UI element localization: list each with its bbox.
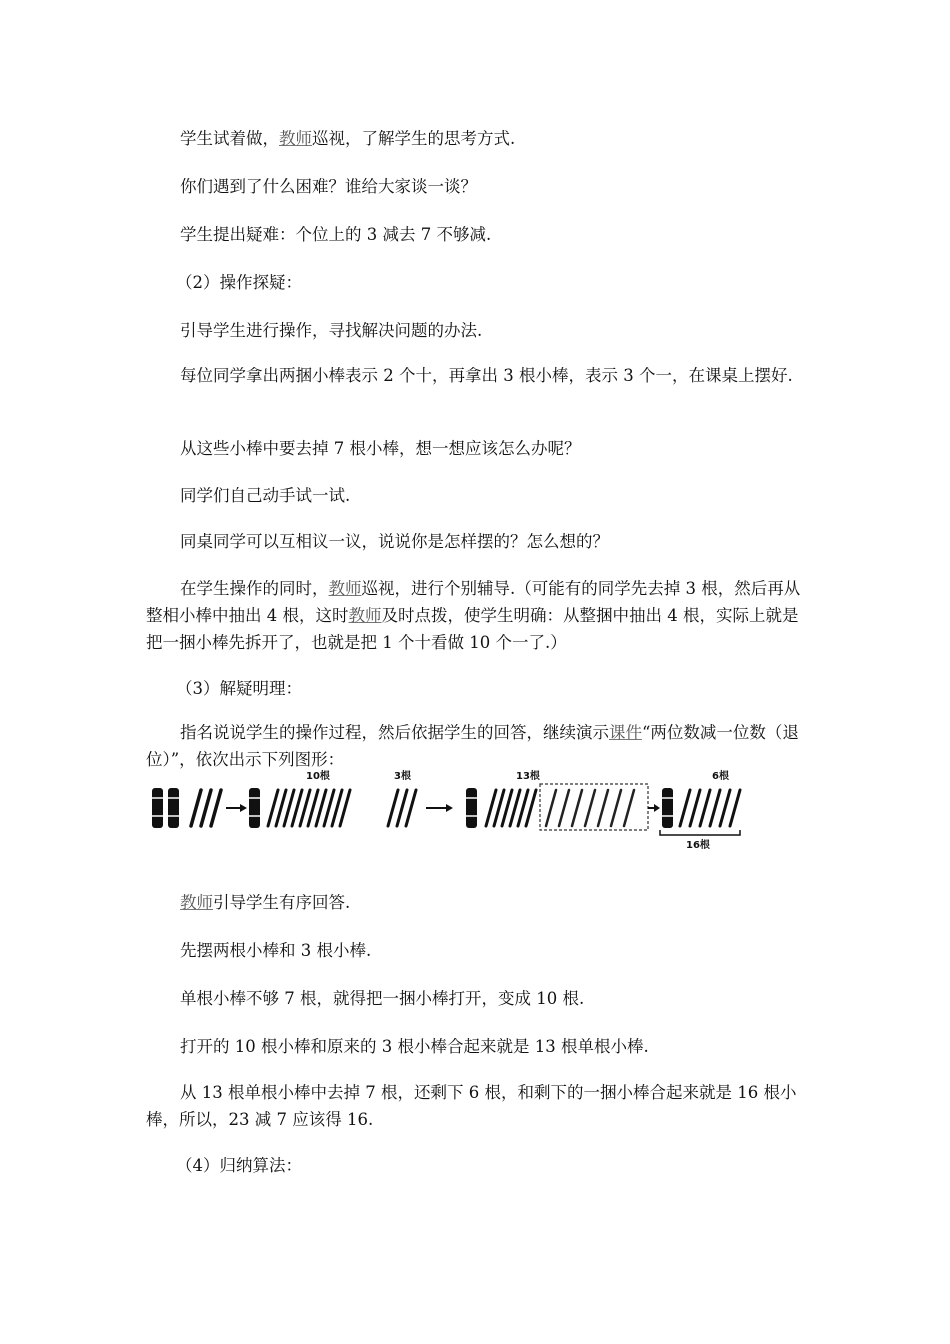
paragraph-5: 引导学生进行操作，寻找解决问题的办法. [180, 321, 483, 340]
paragraph-17: 从 13 根单根小棒中去掉 7 根，还剩下 6 根，和剩下的一捆小棒合起来就是 16 根小棒，所以，23 减 7 应该得 16. [146, 1083, 797, 1129]
paragraph-4: （2）操作探疑： [176, 273, 302, 292]
paragraph-12: 指名说说学生的操作过程，然后依据学生的回答，继续演示课件“两位数减一位数（退位）”，依次出示下列图形： [146, 723, 799, 769]
link-courseware[interactable]: 课件 [609, 723, 642, 742]
paragraph-9: 同桌同学可以互相议一议，说说你是怎样摆的？怎么想的？ [180, 532, 609, 551]
paragraph-10: 在学生操作的同时，教师巡视，进行个别辅导.（可能有的同学先去掉 3 根，然后再从整相小棒中抽出 4 根，这时教师及时点拨，使学生明确：从整捆中抽出 4 根，实际上就是把一捆小棒先拆开了，也就是把 1 个十看做 10 个一了.） [146, 579, 801, 652]
paragraph-11: （3）解疑明理： [176, 679, 302, 698]
link-teacher[interactable]: 教师 [279, 129, 312, 148]
label-10-sticks: 10根 [306, 771, 330, 782]
paragraph-16: 打开的 10 根小棒和原来的 3 根小棒合起来就是 13 根单根小棒. [180, 1037, 649, 1056]
paragraph-6: 每位同学拿出两捆小棒表示 2 个十，再拿出 3 根小棒，表示 3 个一，在课桌上摆好. [180, 366, 793, 385]
paragraph-15: 单根小棒不够 7 根，就得把一捆小棒打开，变成 10 根. [180, 989, 585, 1008]
bundle-icon [662, 788, 673, 828]
label-3-sticks: 3根 [394, 771, 411, 782]
removed-seven-sticks [546, 790, 634, 826]
paragraph-14: 先摆两根小棒和 3 根小棒. [180, 941, 372, 960]
paragraph-1: 学生试着做，教师巡视，了解学生的思考方式. [180, 129, 516, 148]
paragraph-18: （4）归纳算法： [176, 1156, 302, 1175]
paragraph-3: 学生提出疑难：个位上的 3 减去 7 不够减. [180, 225, 492, 244]
sticks-figure [146, 768, 766, 850]
link-teacher[interactable]: 教师 [180, 893, 213, 912]
bundle-icon [466, 788, 477, 828]
paragraph-7: 从这些小棒中要去掉 7 根小棒，想一想应该怎么办呢？ [180, 439, 581, 458]
bundle-icon [152, 788, 163, 828]
arrow-icon [226, 804, 247, 812]
sticks-diagram [146, 768, 766, 850]
bundle-icon [249, 788, 260, 828]
arrow-icon [648, 804, 660, 812]
paragraph-8: 同学们自己动手试一试. [180, 486, 351, 505]
sum-bracket [660, 830, 740, 835]
arrow-icon [426, 804, 453, 812]
label-16-sticks: 16根 [686, 840, 710, 850]
link-teacher[interactable]: 教师 [328, 579, 362, 598]
three-sticks [388, 790, 416, 826]
six-remaining-sticks [486, 790, 536, 826]
six-sticks [680, 790, 740, 826]
label-13-sticks: 13根 [516, 771, 540, 782]
bundle-icon [168, 788, 179, 828]
ten-sticks [268, 790, 350, 826]
paragraph-2: 你们遇到了什么困难？谁给大家谈一谈？ [180, 177, 477, 196]
link-teacher[interactable]: 教师 [348, 606, 382, 625]
paragraph-13: 教师引导学生有序回答. [180, 893, 351, 912]
single-sticks [191, 790, 221, 826]
label-6-sticks: 6根 [712, 771, 729, 782]
